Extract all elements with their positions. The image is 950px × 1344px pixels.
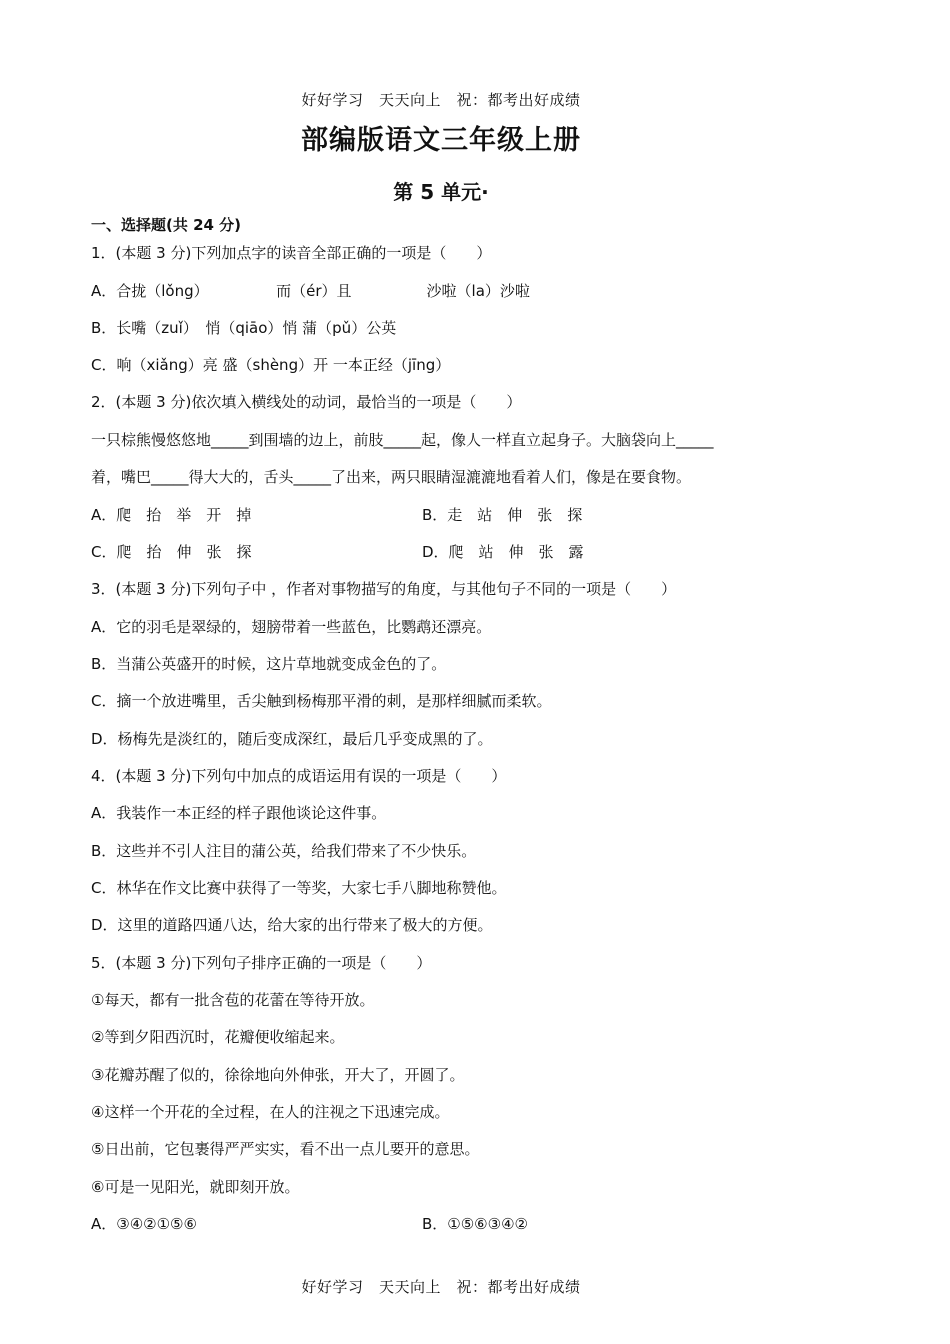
question-4-stem: 4．(本题 3 分)下列句中加点的成语运用有误的一项是（ ） — [91, 767, 507, 785]
question-2-passage-line-2: 着，嘴巴_____得大大的，舌头_____了出来，两只眼睛湿漉漉地看着人们，像是在要食物。 — [91, 468, 692, 486]
question-3-option-b: B．当蒲公英盛开的时候，这片草地就变成金色的了。 — [91, 655, 447, 673]
header-motto: 好好学习 天天向上 祝：都考出好成绩 — [301, 91, 581, 109]
document-title: 部编版语文三年级上册 — [301, 125, 581, 156]
question-2-option-b: B．走 站 伸 张 探 — [422, 506, 583, 524]
question-4-option-a: A．我装作一本正经的样子跟他谈论这件事。 — [91, 804, 387, 822]
question-1-option-c: C．响（xiǎng）亮 盛（shèng）开 一本正经（jīng） — [91, 356, 451, 374]
question-3-stem: 3．(本题 3 分)下列句子中 ，作者对事物描写的角度，与其他句子不同的一项是（ ） — [91, 580, 677, 598]
unit-title: 第 5 单元· — [393, 180, 489, 204]
question-1-stem: 1．(本题 3 分)下列加点字的读音全部正确的一项是（ ） — [91, 244, 492, 262]
question-5-sentence-6: ⑥可是一见阳光，就即刻开放。 — [91, 1178, 300, 1196]
question-2-options-row-2 — [91, 542, 811, 562]
question-2-stem: 2．(本题 3 分)依次填入横线处的动词，最恰当的一项是（ ） — [91, 393, 522, 411]
question-2-option-c: C．爬 抬 伸 张 探 — [91, 543, 252, 561]
question-5-option-b: B．①⑤⑥③④② — [422, 1215, 528, 1233]
question-5-sentence-5: ⑤日出前，它包裹得严严实实，看不出一点儿要开的意思。 — [91, 1140, 480, 1158]
question-5-sentence-4: ④这样一个开花的全过程，在人的注视之下迅速完成。 — [91, 1103, 450, 1121]
question-2-option-d: D．爬 站 伸 张 露 — [422, 543, 584, 561]
question-4-option-b: B．这些并不引人注目的蒲公英，给我们带来了不少快乐。 — [91, 842, 477, 860]
question-2-option-a: A．爬 抬 举 开 掉 — [91, 506, 252, 524]
question-4-option-c: C．林华在作文比赛中获得了一等奖，大家七手八脚地称赞他。 — [91, 879, 507, 897]
question-3-option-d: D．杨梅先是淡红的，随后变成深红，最后几乎变成黑的了。 — [91, 730, 493, 748]
question-2-options-row-1 — [91, 505, 811, 525]
question-5-sentence-2: ②等到夕阳西沉时，花瓣便收缩起来。 — [91, 1028, 345, 1046]
question-4-option-d: D．这里的道路四通八达，给大家的出行带来了极大的方便。 — [91, 916, 493, 934]
question-3-option-a: A．它的羽毛是翠绿的，翅膀带着一些蓝色，比鹦鹉还漂亮。 — [91, 618, 492, 636]
question-1-option-a: A．合拢（lǒng） 而（ér）且 沙啦（la）沙啦 — [91, 282, 530, 300]
question-2-passage-line-1: 一只棕熊慢悠悠地_____到围墙的边上，前肢_____起，像人一样直立起身子。大脑袋向上_____ — [91, 431, 714, 449]
question-1-option-b: B．长嘴（zuǐ） 悄（qiāo）悄 蒲（pǔ）公英 — [91, 319, 397, 337]
question-5-sentence-1: ①每天，都有一批含苞的花蕾在等待开放。 — [91, 991, 375, 1009]
footer-motto: 好好学习 天天向上 祝：都考出好成绩 — [301, 1278, 581, 1296]
question-3-option-c: C．摘一个放进嘴里，舌尖触到杨梅那平滑的刺，是那样细腻而柔软。 — [91, 692, 552, 710]
question-5-sentence-3: ③花瓣苏醒了似的，徐徐地向外伸张，开大了，开圆了。 — [91, 1066, 465, 1084]
question-5-option-a: A．③④②①⑤⑥ — [91, 1215, 197, 1233]
question-5-stem: 5．(本题 3 分)下列句子排序正确的一项是（ ） — [91, 954, 432, 972]
question-5-options-row-1 — [91, 1214, 811, 1234]
section-heading: 一、选择题(共 24 分) — [91, 216, 242, 234]
